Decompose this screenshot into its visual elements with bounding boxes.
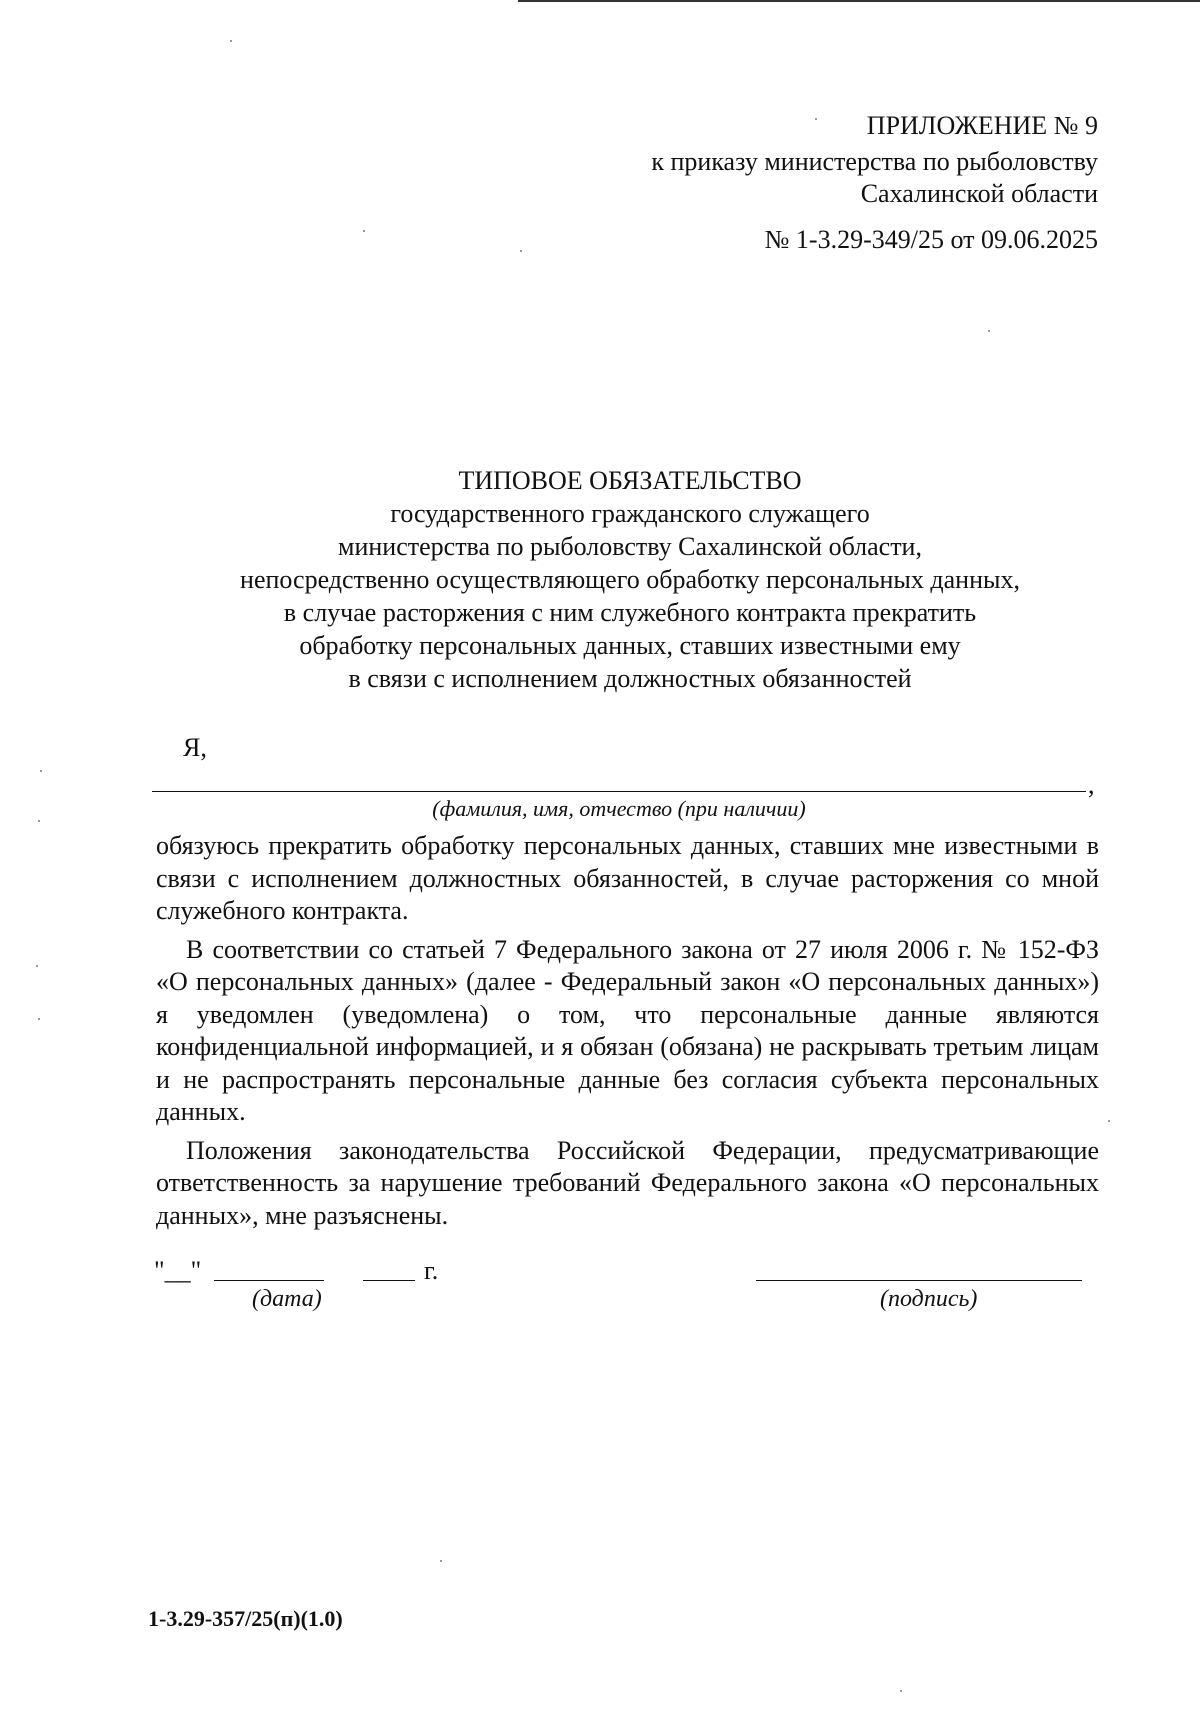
- date-caption: (дата): [252, 1286, 322, 1312]
- registration-number: 1-3.29-357/25(п)(1.0): [148, 1606, 343, 1631]
- appendix-title: ПРИЛОЖЕНИЕ № 9: [866, 111, 1098, 140]
- signature-line[interactable]: [756, 1280, 1082, 1281]
- scan-speck: [815, 118, 817, 120]
- ya-label: Я,: [183, 733, 207, 762]
- fio-comma: ,: [1088, 770, 1095, 799]
- heading-line-2: министерства по рыболовству Сахалинской области,: [338, 532, 922, 561]
- signature-caption: (подпись): [880, 1286, 978, 1312]
- scan-speck: [988, 330, 990, 332]
- date-month-line[interactable]: [214, 1280, 324, 1281]
- appendix-line-2: Сахалинской области: [860, 179, 1098, 208]
- scan-speck: [520, 250, 522, 252]
- date-year-line[interactable]: [363, 1280, 415, 1281]
- appendix-line-1: к приказу министерства по рыболовству: [651, 147, 1098, 176]
- scan-speck: [230, 40, 232, 42]
- document-title: ТИПОВОЕ ОБЯЗАТЕЛЬСТВО: [458, 466, 802, 495]
- scan-speck: [900, 1690, 902, 1692]
- heading-line-6: в связи с исполнением должностных обязанностей: [348, 664, 912, 693]
- heading-line-5: обработку персональных данных, ставших известными ему: [299, 631, 961, 660]
- paragraph-1: обязуюсь прекратить обработку персональных данных, ставших мне известными в связи с исполнением должностных обязанностей, в случае расторжения со мной служебного контракта.: [156, 831, 1099, 925]
- scan-speck: [40, 770, 42, 772]
- fio-fill-line[interactable]: [152, 790, 1086, 792]
- fio-hint: (фамилия, имя, отчество (при наличии): [432, 796, 806, 821]
- scan-top-edge-line: [518, 0, 1200, 2]
- scan-speck: [1108, 1120, 1110, 1122]
- paragraph-3: Положения законодательства Российской Федерации, предусматривающие ответственность за нарушение требований Федерального закона «О персональных данных», мне разъяснены.: [156, 1135, 1099, 1230]
- scan-speck: [36, 965, 38, 967]
- heading-line-1: государственного гражданского служащего: [390, 499, 870, 528]
- scan-speck: [363, 230, 365, 232]
- body-text: [156, 830, 1099, 1232]
- scan-speck: [38, 820, 40, 822]
- heading-line-3: непосредственно осуществляющего обработку персональных данных,: [240, 565, 1020, 594]
- scan-speck: [440, 1560, 442, 1562]
- appendix-order-ref: № 1-3.29-349/25 от 09.06.2025: [764, 225, 1098, 254]
- paragraph-2: В соответствии со статьей 7 Федерального закона от 27 июля 2006 г. № 152-ФЗ «О персональных данных» (далее - Федеральный закон «О персональных данных») я уведомлен (уведомлена) о том, что персональные данные являются конфиденциальной информацией, и я обязан (обязана) не раскрывать третьим лицам и не распространять персональные данные без согласия субъекта персональных данных.: [156, 934, 1099, 1126]
- heading-line-4: в случае расторжения с ним служебного контракта прекратить: [283, 598, 977, 627]
- document-heading: [120, 464, 1140, 695]
- scan-speck: [38, 1018, 40, 1020]
- year-suffix: г.: [424, 1256, 439, 1285]
- date-day-quotes: "__": [154, 1256, 202, 1285]
